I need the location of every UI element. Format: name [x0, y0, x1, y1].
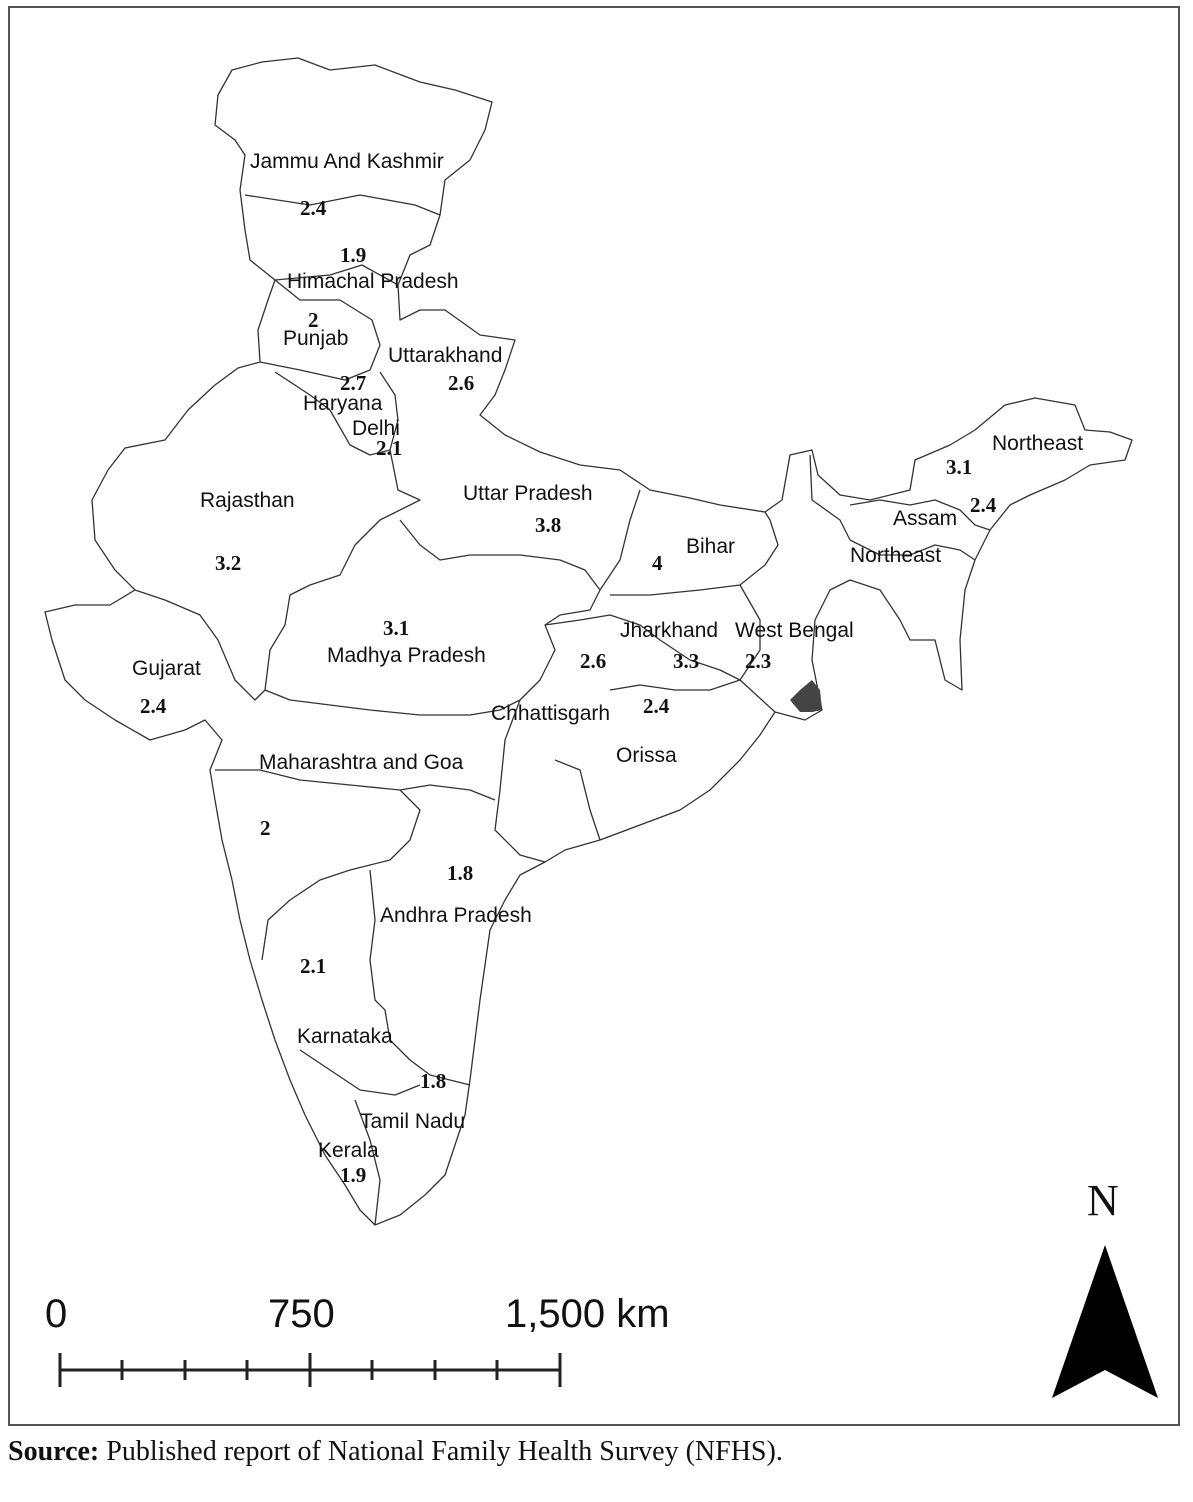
- region-value-northeast: 3.1: [946, 455, 973, 479]
- region-value-jharkhand: 3.3: [673, 649, 700, 673]
- region-name-gujarat: Gujarat: [132, 657, 201, 680]
- region-value-jammu-and-kashmir: 2.4: [300, 196, 327, 220]
- region-name-punjab: Punjab: [283, 327, 349, 350]
- scale-bar: [45, 1292, 670, 1387]
- region-value-karnataka: 2.1: [300, 954, 327, 978]
- region-name-karnataka: Karnataka: [297, 1025, 393, 1048]
- region-value-uttar-pradesh: 3.8: [535, 513, 562, 537]
- region-name-uttarakhand: Uttarakhand: [388, 344, 503, 367]
- source-note: [8, 1436, 1188, 1468]
- region-name-rajasthan: Rajasthan: [200, 489, 295, 512]
- region-value-punjab: 2: [308, 308, 319, 332]
- region-name-haryana: Haryana: [303, 392, 383, 415]
- region-name-northeast: Northeast: [992, 432, 1084, 455]
- region-value-himachal-pradesh: 1.9: [340, 243, 367, 267]
- region-value-andhra-pradesh: 1.8: [447, 861, 474, 885]
- region-name-jammu-and-kashmir: Jammu And Kashmir: [250, 150, 444, 173]
- region-name-bihar: Bihar: [686, 535, 736, 558]
- region-value-orissa: 2.4: [643, 694, 670, 718]
- region-name-madhya-pradesh: Madhya Pradesh: [327, 644, 486, 667]
- region-value-madhya-pradesh: 3.1: [383, 616, 410, 640]
- region-value-assam: 2.4: [970, 493, 997, 517]
- region-value-uttarakhand: 2.6: [448, 371, 475, 395]
- north-arrow-icon: [1052, 1245, 1158, 1398]
- scale-bar-line: [60, 1353, 560, 1387]
- region-name-delhi: Delhi: [352, 417, 400, 440]
- region-labels: [132, 150, 1083, 1187]
- region-value-maharashtra-and-goa: 2: [260, 816, 271, 840]
- region-name-chhattisgarh: Chhattisgarh: [491, 702, 611, 725]
- region-value-rajasthan: 3.2: [215, 551, 242, 575]
- region-name-northeast-2: Northeast: [850, 544, 942, 567]
- region-name-himachal-pradesh: Himachal Pradesh: [287, 270, 459, 293]
- north-arrow: [1052, 1176, 1158, 1398]
- region-name-jharkhand: Jharkhand: [620, 619, 719, 642]
- region-name-west-bengal: West Bengal: [735, 619, 854, 642]
- scale-label-0: 0: [45, 1292, 68, 1336]
- region-name-andhra-pradesh: Andhra Pradesh: [380, 904, 532, 927]
- scale-label-750: 750: [268, 1292, 335, 1336]
- region-name-orissa: Orissa: [616, 744, 677, 767]
- region-value-kerala: 1.9: [340, 1163, 367, 1187]
- source-label: Source:: [8, 1436, 100, 1467]
- region-value-haryana: 2.7: [340, 371, 367, 395]
- state-boundaries: [45, 58, 1132, 1225]
- scale-label-1500: 1,500 km: [505, 1292, 670, 1336]
- region-value-chhattisgarh: 2.6: [580, 649, 607, 673]
- india-outline: [45, 58, 1132, 1225]
- region-name-kerala: Kerala: [318, 1139, 379, 1162]
- region-name-maharashtra-and-goa: Maharashtra and Goa: [259, 751, 464, 774]
- source-text: Published report of National Family Health Survey (NFHS).: [106, 1436, 783, 1467]
- region-name-tamil-nadu: Tamil Nadu: [360, 1110, 466, 1133]
- region-value-tamil-nadu: 1.8: [420, 1069, 447, 1093]
- region-value-west-bengal: 2.3: [745, 649, 772, 673]
- north-label: N: [1087, 1176, 1119, 1225]
- region-value-delhi: 2.1: [376, 436, 403, 460]
- region-name-uttar-pradesh: Uttar Pradesh: [463, 482, 593, 505]
- region-value-bihar: 4: [652, 551, 663, 575]
- region-value-gujarat: 2.4: [140, 694, 167, 718]
- region-name-assam: Assam: [893, 507, 958, 530]
